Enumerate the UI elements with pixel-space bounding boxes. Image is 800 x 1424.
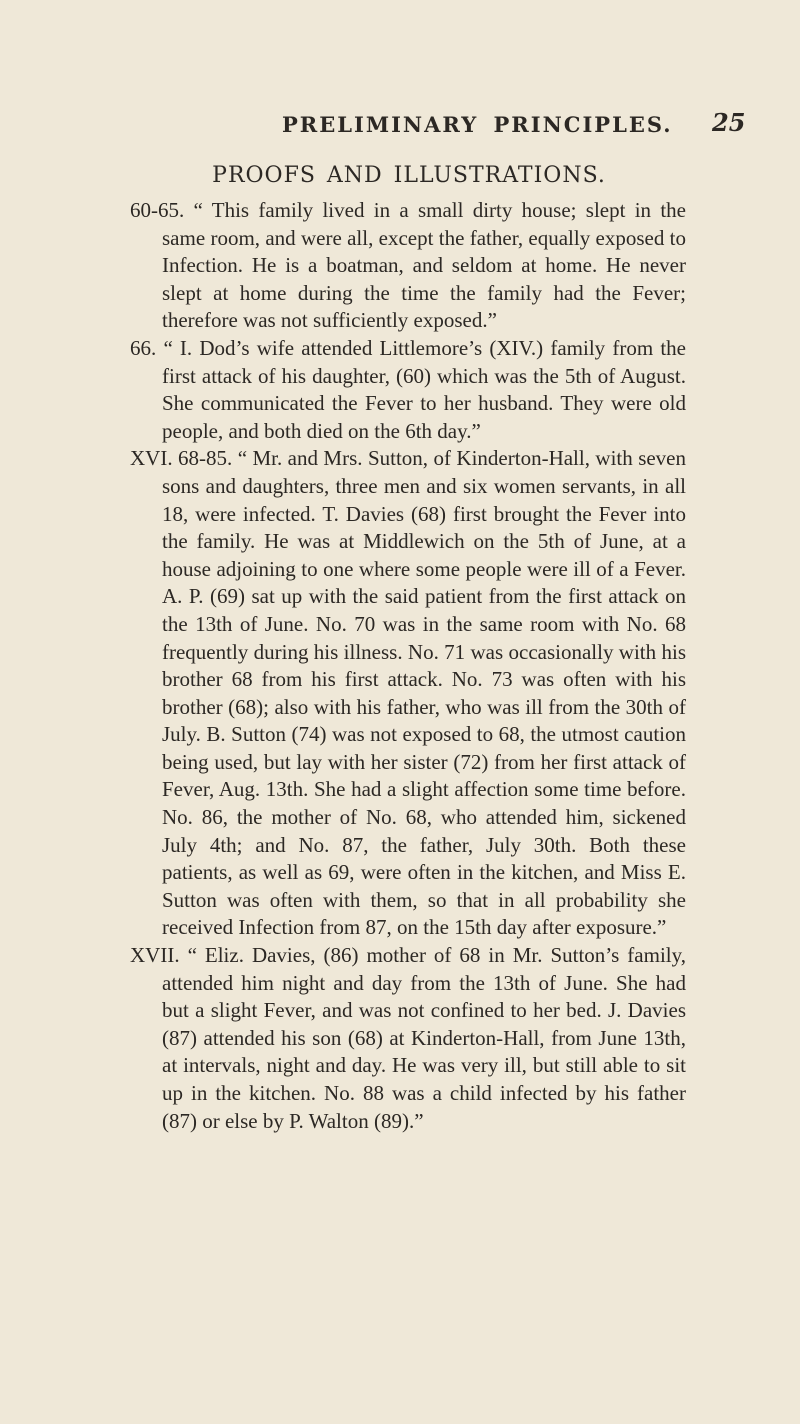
case-reference: XVI. 68-85.: [130, 446, 233, 471]
paragraph-xvi: [130, 445, 686, 942]
paragraph-text: “ I. Dod’s wife attended Littlemore’s (XIV.) family from the first attack of his daughter, (60) which was the 5th of August. She communicated the Fever to her husband. They were old people, and both died on the 6th day.”: [162, 335, 686, 443]
paragraph-60-65: [130, 197, 686, 335]
paragraph-xvii: [130, 942, 686, 1135]
case-reference: 60-65.: [130, 198, 185, 222]
page-number: 25: [712, 108, 746, 137]
case-reference: 66.: [130, 335, 157, 360]
paragraph-66: [130, 335, 686, 445]
paragraph-text: “ This family lived in a small dirty house; slept in the same room, and were all, except the father, equally exposed to Infection. He is a boatman, and seldom at home. He never slept at home during the time the family had the Fever; therefore was not sufficiently exposed.”: [162, 198, 686, 333]
section-title: PROOFS AND ILLUSTRATIONS.: [212, 163, 606, 188]
paragraph-text: “ Mr. and Mrs. Sutton, of Kinderton-Hall, with seven sons and daughters, three men and six women servants, in all 18, were infected. T. Davies (68) first brought the Fever into the family. He was at Middlewich on the 5th of June, at a house adjoining to one where some people were ill of a Fever. A. P. (69) sat up with the said patient from the first attack on the 13th of June. No. 70 was in the same room with No. 68 frequently during his illness. No. 71 was occasionally with his brother 68 from his first attack. No. 73 was often with his brother (68); also with his father, who was ill from the 30th of July. B. Sutton (74) was not exposed to 68, the utmost caution being used, but lay with her sister (72) from her first attack of Fever, Aug. 13th. She had a slight affection some time before. No. 86, the mother of No. 68, who attended him, sickened July 4th; and No. 87, the father, July 30th. Both these patients, as well as 69, were often in the kitchen, and Miss E. Sutton was often with them, so that in all probability she received Infection from 87, on the 15th day after exposure.”: [162, 446, 687, 940]
case-reference: XVII.: [130, 943, 180, 968]
paragraph-text: “ Eliz. Davies, (86) mother of 68 in Mr. Sutton’s family, attended him night and day from the 13th of June. She had but a slight Fever, and was not confined to her bed. J. Davies (87) attended his son (68) at Kinderton-Hall, from June 13th, at intervals, night and day. He was very ill, but still able to sit up in the kitchen. No. 88 was a child infected by his father (87) or else by P. Walton (89).”: [162, 943, 687, 1133]
running-head: PRELIMINARY PRINCIPLES.: [282, 112, 673, 137]
body-text: [130, 197, 686, 1135]
